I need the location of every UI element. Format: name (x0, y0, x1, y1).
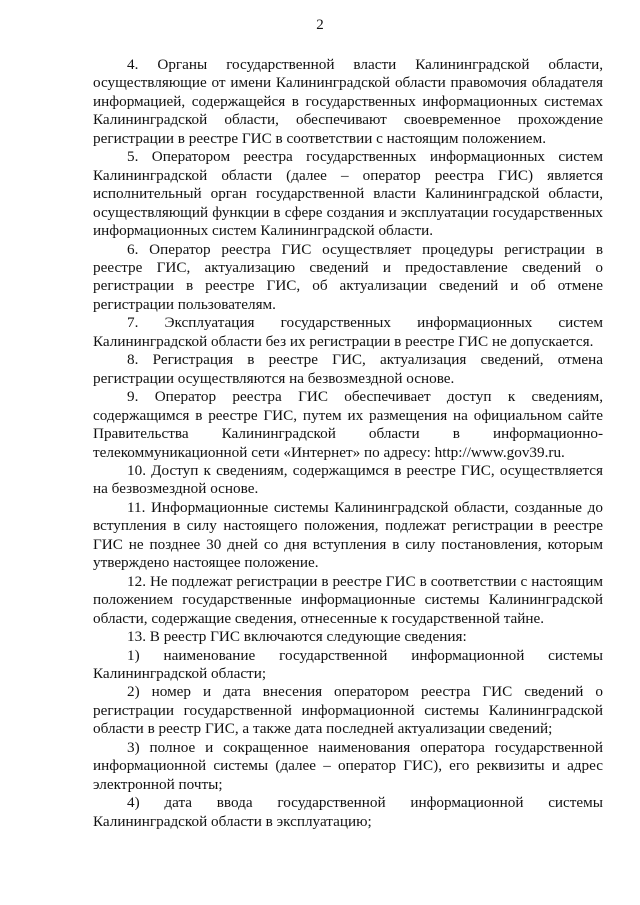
paragraph-9: 9. Оператор реестра ГИС обеспечивает доступ к сведениям, содержащимся в реестре ГИС, путем их размещения на официальном сайте Правительства Калининградской области в информационно-телекоммуникационной сети «Интернет» по адресу: http://www.gov39.ru. (93, 388, 603, 461)
paragraph-10: 10. Доступ к сведениям, содержащимся в реестре ГИС, осуществляется на безвозмездной основе. (93, 461, 603, 498)
list-item-3: 3) полное и сокращенное наименования оператора государственной информационной системы (далее – оператор ГИС), его реквизиты и адрес электронной почты; (93, 738, 603, 793)
paragraph-13: 13. В реестр ГИС включаются следующие сведения: (127, 628, 467, 646)
paragraph-5: 5. Оператором реестра государственных информационных систем Калининградской области (далее – оператор реестра ГИС) является исполнительный орган государственной власти Калининградской области, осуществляющий функции в сфере создания и эксплуатации государственных информационных систем Калининградской области. (93, 148, 603, 240)
paragraph-12: 12. Не подлежат регистрации в реестре ГИС в соответствии с настоящим положением государственные информационные системы Калининградской области, содержащие сведения, отнесенные к государственной тайне. (93, 572, 603, 627)
paragraph-6: 6. Оператор реестра ГИС осуществляет процедуры регистрации в реестре ГИС, актуализацию сведений и предоставление сведений о регистрации в реестре ГИС, об актуализации сведений и об отмене регистрации пользователям. (93, 240, 603, 313)
list-item-1: 1) наименование государственной информационной системы Калининградской области; (93, 646, 603, 682)
paragraph-11: 11. Информационные системы Калининградской области, созданные до вступления в силу настоящего положения, подлежат регистрации в реестре ГИС не позднее 30 дней со дня вступления в силу постановления, которым утверждено настоящее положение. (93, 498, 603, 572)
list-item-4: 4) дата ввода государственной информационной системы Калининградской области в эксплуатацию; (93, 794, 603, 830)
paragraph-8: 8. Регистрация в реестре ГИС, актуализация сведений, отмена регистрации осуществляются на безвозмездной основе. (93, 351, 603, 387)
document-body (93, 56, 603, 831)
paragraph-4: 4. Органы государственной власти Калининградской области, осуществляющие от имени Калининградской области правомочия обладателя информацией, содержащейся в государственных информационных системах Калининградской области, обеспечивают своевременное прохождение регистрации в реестре ГИС в соответствии с настоящим положением. (93, 56, 603, 147)
page-number: 2 (316, 17, 324, 33)
paragraph-7: 7. Эксплуатация государственных информационных систем Калининградской области без их регистрации в реестре ГИС не допускается. (93, 314, 603, 350)
list-item-2: 2) номер и дата внесения оператором реестра ГИС сведений о регистрации государственной информационной системы Калининградской области в реестр ГИС, а также дата последней актуализации сведений; (93, 683, 603, 738)
